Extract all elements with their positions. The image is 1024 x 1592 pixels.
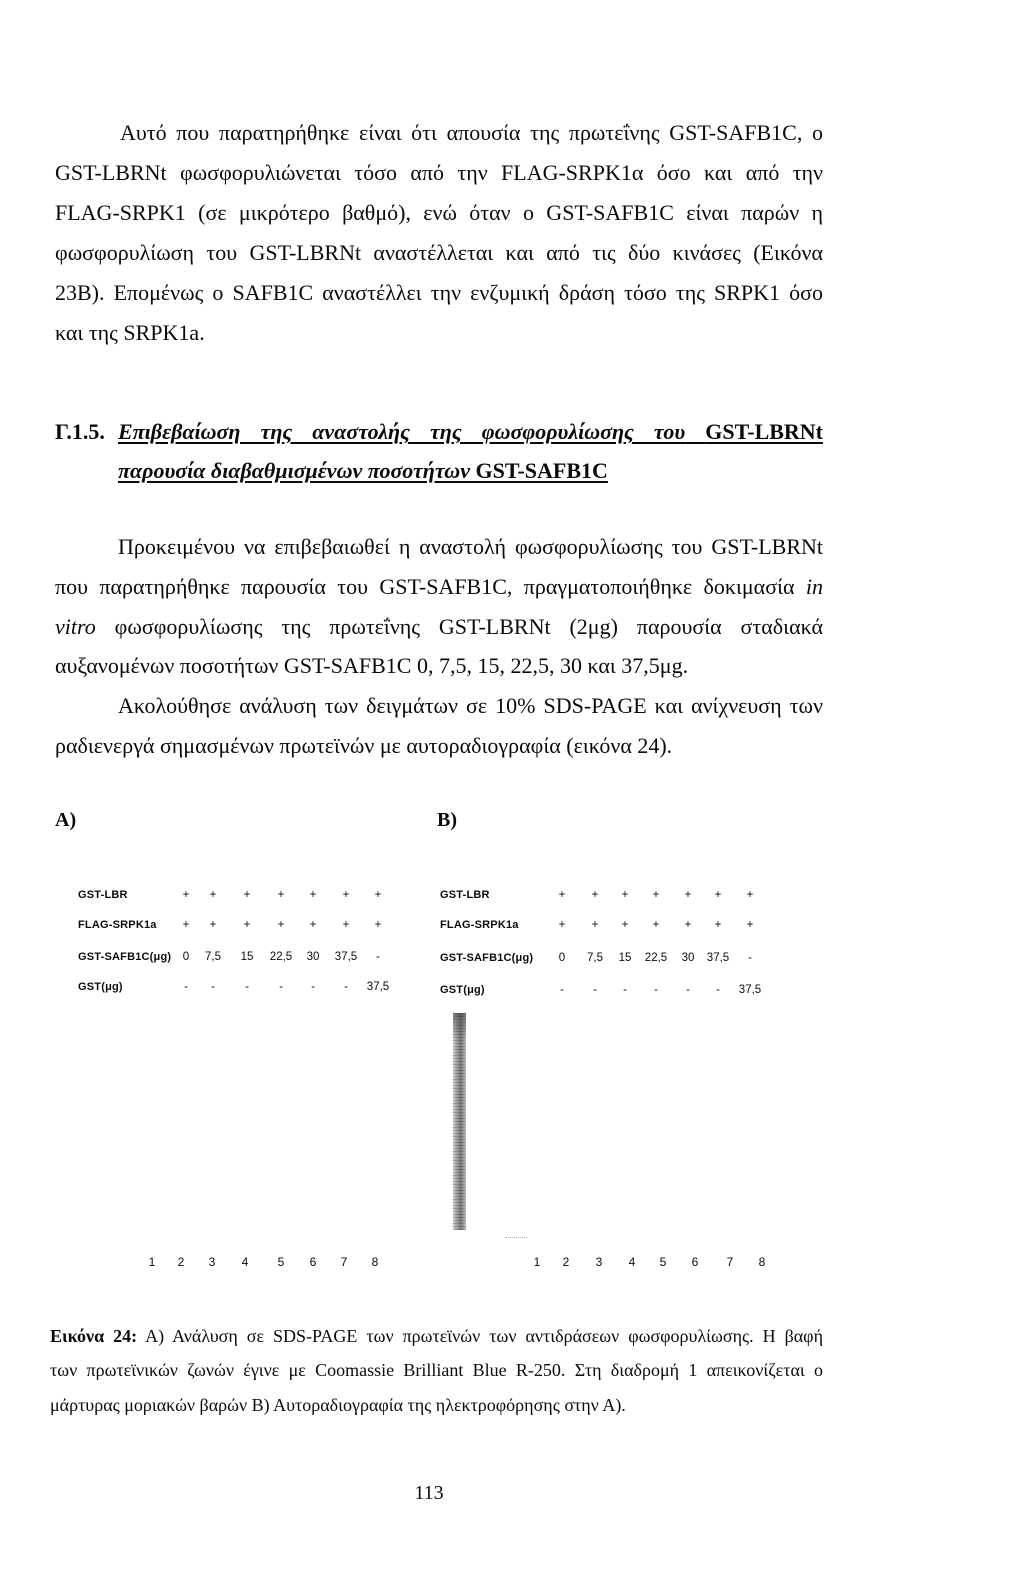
row-value: -	[654, 984, 658, 996]
row-value: -	[716, 984, 720, 996]
row-value: 22,5	[644, 952, 668, 964]
table-row	[50, 979, 410, 995]
caption-text: Α) Ανάλυση σε SDS-PAGE των πρωτεϊνών των αντιδράσεων φωσφορυλίωσης. Η βαφή	[145, 1326, 823, 1346]
row-value: 15	[240, 951, 254, 963]
panel-label: Α)	[55, 809, 77, 831]
row-value: -	[748, 952, 752, 964]
row-value: -	[344, 981, 348, 993]
lane-numbers	[430, 1254, 790, 1270]
row-value: +	[243, 889, 251, 901]
lane-numbers	[50, 1254, 410, 1270]
row-value: 37,5	[366, 981, 390, 993]
table-row	[50, 887, 410, 903]
row-value: +	[621, 919, 629, 931]
row-value: +	[746, 889, 754, 901]
paragraph-line: Ακολούθησε ανάλυση των δειγμάτων σε 10% SDS-PAGE και ανίχνευση των	[118, 693, 823, 718]
row-value: +	[277, 919, 285, 931]
row-value: 7,5	[587, 952, 603, 964]
row-value: 0	[182, 951, 190, 963]
row-value: 37,5	[738, 984, 762, 996]
row-value: +	[684, 919, 692, 931]
table-row	[430, 917, 790, 933]
row-value: -	[311, 981, 315, 993]
row-value: +	[621, 889, 629, 901]
paragraph-line: GST-LBRNt φωσφορυλιώνεται τόσο από την FLAG-SRPK1α όσο και από την	[55, 160, 823, 185]
row-value: +	[652, 919, 660, 931]
row-value: +	[342, 889, 350, 901]
row-label: GST-SAFB1C(μg)	[440, 952, 534, 964]
row-value: +	[277, 889, 285, 901]
row-label: GST-LBR	[78, 889, 128, 901]
lane-number: 4	[241, 1255, 249, 1269]
row-value: 7,5	[205, 951, 221, 963]
row-value: +	[591, 919, 599, 931]
row-value: +	[558, 889, 566, 901]
lane-number: 2	[177, 1255, 185, 1269]
caption-line: των πρωτεϊνικών ζωνών έγινε με Coomassie Brilliant Blue R-250. Στη διαδρομή 1 απεικονίζεται ο	[50, 1360, 823, 1380]
row-value: -	[279, 981, 283, 993]
paragraph-text: φωσφορυλίωσης της πρωτεΐνης GST-LBRNt (2μg) παρουσία σταδιακά	[114, 614, 824, 639]
paragraph-line	[55, 614, 823, 640]
lane-number: 8	[758, 1255, 766, 1269]
marker-lane-shadow	[453, 1013, 466, 1041]
row-value: +	[652, 889, 660, 901]
row-value: +	[374, 919, 382, 931]
section-title-text: παρουσία διαβαθμισμένων ποσοτήτων	[118, 458, 470, 483]
paragraph-line: ραδιενεργά σημασμένων πρωτεϊνών με αυτοραδιογραφία (εικόνα 24).	[55, 733, 673, 758]
lane-number: 5	[277, 1255, 285, 1269]
row-label: GST(μg)	[78, 981, 123, 993]
paragraph-line: Προκειμένου να επιβεβαιωθεί η αναστολή φωσφορυλίωσης του GST-LBRNt	[118, 534, 823, 559]
row-value: +	[209, 889, 217, 901]
lane-number: 3	[595, 1255, 603, 1269]
lane-number: 1	[533, 1255, 541, 1269]
row-label: FLAG-SRPK1a	[440, 919, 519, 931]
row-value: 0	[558, 952, 566, 964]
lane-number: 2	[562, 1255, 570, 1269]
row-value: 30	[306, 951, 320, 963]
section-title-line-2	[118, 458, 608, 484]
lane-number: 3	[208, 1255, 216, 1269]
paragraph-line: 23Β). Επομένως ο SAFB1C αναστέλλει την ενζυμική δράση τόσο της SRPK1 όσο	[55, 280, 823, 305]
row-label: GST-SAFB1C(μg)	[78, 951, 172, 963]
row-value: +	[714, 919, 722, 931]
lane-number: 1	[148, 1255, 156, 1269]
row-value: -	[376, 951, 380, 963]
lane-number: 5	[659, 1255, 667, 1269]
paragraph-text: που παρατηρήθηκε παρουσία του GST-SAFB1C, πραγματοποιήθηκε δοκιμασία	[55, 574, 795, 599]
table-row	[430, 950, 790, 966]
paragraph-line: και της SRPK1a.	[55, 320, 205, 345]
section-title-line-1	[118, 419, 823, 445]
section-title-term: GST-SAFB1C	[475, 458, 608, 483]
section-title-term: GST-LBRNt	[705, 419, 824, 444]
italic-term: in	[805, 574, 824, 599]
table-row	[50, 917, 410, 933]
figure-panel-a	[50, 800, 410, 1280]
row-value: +	[558, 919, 566, 931]
table-row	[430, 887, 790, 903]
gel-image-a	[60, 1000, 400, 1245]
row-value: 15	[618, 952, 632, 964]
italic-term: vitro	[55, 614, 96, 639]
table-row	[430, 982, 790, 998]
row-label: GST(μg)	[440, 984, 485, 996]
row-value: +	[746, 919, 754, 931]
section-number: Γ.1.5.	[55, 419, 105, 444]
marker-lane-band	[453, 1013, 466, 1230]
row-value: -	[623, 984, 627, 996]
figure-panel-b	[430, 800, 790, 1280]
row-value: +	[182, 919, 190, 931]
paragraph-line: φωσφορυλίωση του GST-LBRNt αναστέλλεται και από τις δύο κινάσες (Εικόνα	[55, 240, 823, 265]
lane-number: 7	[726, 1255, 734, 1269]
caption-label: Εικόνα 24:	[50, 1326, 138, 1346]
row-label: GST-LBR	[440, 889, 490, 901]
lane-number: 8	[371, 1255, 379, 1269]
row-value: +	[243, 919, 251, 931]
row-value: 37,5	[334, 951, 358, 963]
row-value: -	[245, 981, 249, 993]
paragraph-line: αυξανομένων ποσοτήτων GST-SAFB1C 0, 7,5, 15, 22,5, 30 και 37,5μg.	[55, 653, 689, 678]
row-value: 30	[681, 952, 695, 964]
row-value: +	[591, 889, 599, 901]
row-value: 22,5	[269, 951, 293, 963]
row-value: +	[684, 889, 692, 901]
lane-number: 6	[691, 1255, 699, 1269]
lane-number: 4	[628, 1255, 636, 1269]
row-value: -	[184, 981, 188, 993]
table-row	[50, 949, 410, 965]
row-value: +	[182, 889, 190, 901]
gel-image-b	[440, 1000, 780, 1245]
row-value: -	[211, 981, 215, 993]
row-value: +	[374, 889, 382, 901]
row-value: 37,5	[706, 952, 730, 964]
panel-label: Β)	[437, 809, 457, 831]
row-value: +	[342, 919, 350, 931]
row-value: -	[593, 984, 597, 996]
caption-line	[50, 1324, 823, 1348]
row-value: +	[309, 889, 317, 901]
gel-edge-dots	[505, 1237, 527, 1238]
paragraph-line	[55, 574, 823, 600]
section-title-text: Επιβεβαίωση της αναστολής της φωσφορυλίωσης του	[118, 419, 686, 444]
row-label: FLAG-SRPK1a	[78, 919, 157, 931]
paragraph-line: Αυτό που παρατηρήθηκε είναι ότι απουσία της πρωτεΐνης GST-SAFB1C, ο	[120, 120, 823, 145]
row-value: +	[309, 919, 317, 931]
lane-number: 6	[309, 1255, 317, 1269]
row-value: -	[686, 984, 690, 996]
lane-number: 7	[340, 1255, 348, 1269]
page-number: 113	[414, 1482, 444, 1504]
row-value: +	[714, 889, 722, 901]
paragraph-line: FLAG-SRPK1 (σε μικρότερο βαθμό), ενώ όταν ο GST-SAFB1C είναι παρών η	[55, 200, 823, 225]
row-value: -	[560, 984, 564, 996]
row-value: +	[209, 919, 217, 931]
caption-line: μάρτυρας μοριακών βαρών Β) Αυτοραδιογραφία της ηλεκτροφόρησης στην Α).	[50, 1395, 626, 1415]
